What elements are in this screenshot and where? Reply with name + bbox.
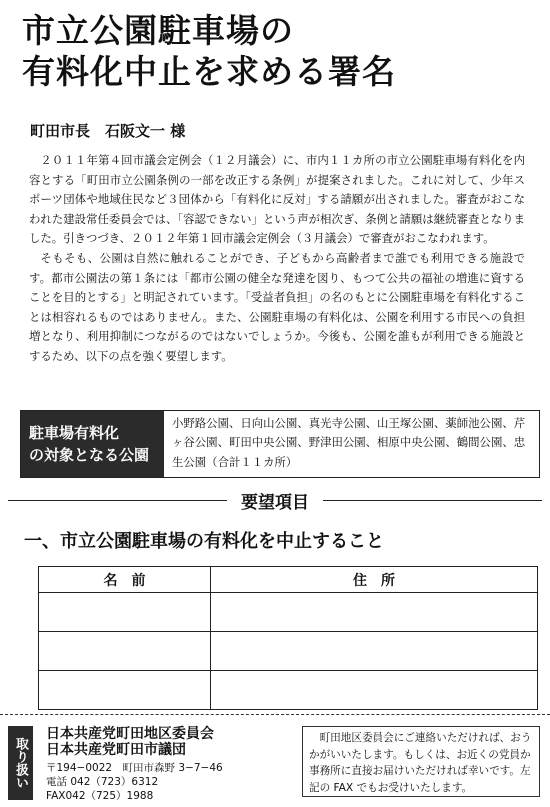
body-paragraph-2: そもそも、公園は自然に触れることができ、子どもから高齢者まで誰でも利用できる施設です。都市公園法の第１条には「都市公園の健全な発達を図り、もつて公共の福祉の増進に資することを目的とする」と明記されています。「受益者負担」の名のもとに公園駐車場を有料化することは相容れるものではありません。また、公園駐車場の有料化は、公園を利用する市民への負担増となり、利用抑制につながるのではないでしょうか。今後も、公園を誰もが利用できる施設とするため、以下の点を強く要望します。 (29, 250, 525, 363)
target-parks-list: 小野路公園、日向山公園、真光寺公園、山王塚公園、薬師池公園、芹ヶ谷公園、町田中央公園、野津田公園、相原中央公園、鶴間公園、忠生公園（合計１１カ所） (172, 416, 526, 469)
address-cell[interactable] (211, 593, 538, 632)
signature-table-header (39, 567, 538, 593)
request-item-1: 一、市立公園駐車場の有料化を中止すること (24, 531, 384, 552)
target-parks-box (20, 410, 540, 478)
address-cell[interactable] (211, 671, 538, 710)
handling-label: 取り扱い (8, 726, 33, 800)
target-parks-label (21, 411, 164, 477)
target-parks-label-line-1: 駐車場有料化 (29, 424, 120, 442)
table-row (39, 671, 538, 710)
address-cell[interactable] (211, 632, 538, 671)
body-paragraph-1: ２０１１年第４回市議会定例会（１２月議会）に、市内１１カ所の市立公園駐車場有料化を内容とする「町田市立公園条例の一部を改正する条例」が提案されました。これに対して、少年スポーツ団体や地域住民など３団体から「有料化に反対」する請願が出されました。審査がおこなわれた建設常任委員会では、「容認できない」という声が相次ぎ、条例と請願は継続審査となりました。引きつづき、２０１２年第１回市議会定例会（３月議会）で審査がおこなわれます。 (29, 153, 525, 246)
petition-body (29, 151, 525, 367)
header-address: 住 所 (211, 567, 538, 593)
requests-heading-text: 要望項目 (241, 492, 309, 513)
contact-note: 町田地区委員会にご連絡いただければ、おうかがいいたします。もしくは、お近くの党員か事務所に直接お届けいただければ幸いです。左記の FAX でもお受けいたします。 (302, 726, 540, 797)
heading-rule-right (323, 500, 542, 501)
org-address: 〒194−0022 町田市森野 3−7−46 (46, 762, 223, 774)
cut-line (0, 714, 550, 715)
org-phone: 電話 042（723）6312 (46, 776, 159, 788)
heading-rule-left (8, 500, 227, 501)
table-row (39, 632, 538, 671)
name-cell[interactable] (39, 632, 211, 671)
title-line-1: 市立公園駐車場の (22, 11, 294, 50)
org-fax: FAX042（725）1988 (46, 790, 154, 802)
organization-info (46, 726, 296, 803)
requests-heading (8, 488, 542, 512)
document-title (22, 10, 532, 92)
name-cell[interactable] (39, 593, 211, 632)
title-line-2: 有料化中止を求める署名 (22, 52, 396, 91)
target-parks-label-line-2: の対象となる公園 (29, 446, 150, 464)
name-cell[interactable] (39, 671, 211, 710)
table-row (39, 593, 538, 632)
header-name: 名 前 (39, 567, 211, 593)
org-name-1: 日本共産党町田地区委員会 (46, 726, 214, 742)
signature-table (38, 566, 538, 710)
addressee: 町田市長 石阪文一 様 (30, 122, 186, 140)
org-name-2: 日本共産党町田市議団 (46, 742, 186, 758)
